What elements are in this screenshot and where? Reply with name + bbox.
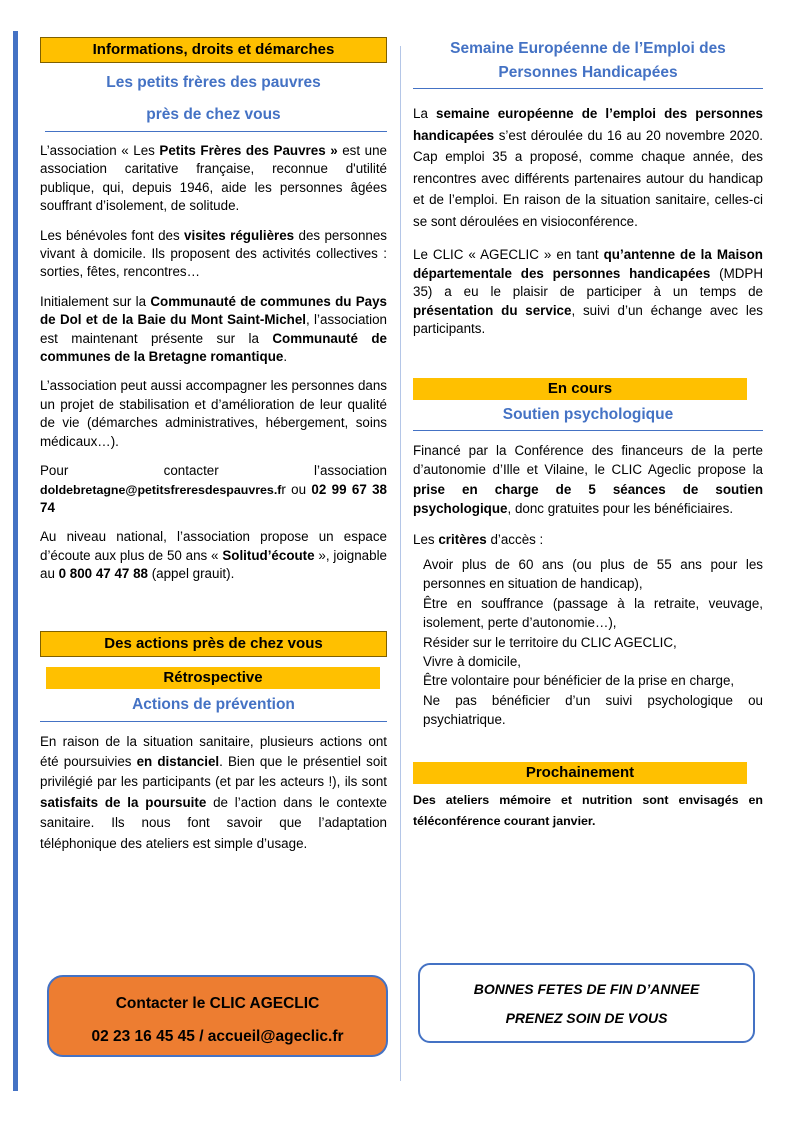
- solitudecoute-phone: 0 800 47 47 88: [58, 566, 148, 582]
- contact-title: Contacter le CLIC AGECLIC: [115, 995, 320, 1012]
- prochainement-text: Des ateliers mémoire et nutrition sont envisagés en téléconférence courant janvier.: [413, 792, 763, 828]
- seeph-paragraph: La semaine européenne de l’emploi des personnes handicapées s’est déroulée du 16 au 20 novembre 2020. Cap emploi 35 a proposé, comme chaque année, des rencontres avec différents partenaires autour du handicap et de l’emploi. En raison de la situation sanitaire, celles-ci se sont déroulées en visioconférence.: [413, 106, 763, 229]
- soutien-title: Soutien psychologique: [502, 405, 674, 423]
- seeph-title-line2: Personnes Handicapées: [498, 64, 678, 81]
- greeting-line1: BONNES FETES DE FIN D’ANNEE: [473, 981, 700, 997]
- pfp-email-link[interactable]: doldebretagne@petitsfreresdespauvres.f: [40, 482, 282, 497]
- section-rule: [413, 430, 763, 431]
- banner-informations: Informations, droits et démarches: [40, 37, 387, 63]
- section-rule: [413, 88, 763, 89]
- banner-prochainement: Prochainement: [413, 762, 747, 784]
- criteria-item: Être volontaire pour bénéficier de la prise en charge,: [423, 673, 735, 689]
- contact-clic-box: [47, 975, 388, 1057]
- right-column: [413, 37, 763, 832]
- pfp-paragraph-visits: Les bénévoles font des visites régulières des personnes vivant à domicile. Ils proposent des activités collectives : sorties, fêtes, rencontres…: [40, 227, 387, 280]
- pfp-phone: 02 99 67 38 74: [40, 481, 387, 515]
- criteria-intro: Les critères d’accès :: [413, 531, 544, 547]
- actions-prevention-title: Actions de prévention: [132, 695, 295, 713]
- left-accent-bar: [13, 31, 18, 1091]
- criteria-list: [423, 555, 763, 730]
- banner-en-cours: En cours: [413, 378, 747, 400]
- pfp-paragraph-intro: L’association « Les Petits Frères des Pauvres » est une association caritative française, reconnue d'utilité publique, qui, depuis 1946, aide les personnes âgées souffrant d’isolement, de solitude.: [40, 143, 387, 214]
- section-rule: [45, 131, 387, 132]
- column-divider: [400, 46, 401, 1081]
- actions-paragraph: En raison de la situation sanitaire, plusieurs actions ont été poursuivies en distanciel. Bien que le présentiel soit privilégié par les participants (et par les acteurs !), ils sont satisfaits de la poursuite de l’action dans le contexte sanitaire. Ils nous font savoir que l’adaptation téléphonique des ateliers est simple d’usage.: [40, 733, 388, 851]
- pfp-paragraph-national: Au niveau national, l’association propose un espace d’écoute aux plus de 50 ans « Solitud’écoute », joignable au 0 800 47 47 88 (appel grauit).: [40, 529, 388, 582]
- seeph-title-line1: Semaine Européenne de l’Emploi des: [450, 40, 726, 57]
- pfp-title-line1: Les petits frères des pauvres: [106, 74, 321, 91]
- criteria-item: Ne pas bénéficier d’un suivi psychologique ou psychiatrique.: [423, 692, 763, 728]
- pfp-paragraph-territory: Initialement sur la Communauté de communes du Pays de Dol et de la Baie du Mont Saint-Michel, l’association est maintenant présente sur la Communauté de communes de la Bretagne romantique.: [40, 293, 387, 365]
- banner-actions: Des actions près de chez vous: [40, 631, 387, 657]
- section-rule: [40, 721, 387, 722]
- pfp-paragraph-contact: Pour contacter l’association doldebretagne@petitsfreresdespauvres.fr ou 02 99 67 38 74: [40, 463, 387, 515]
- contact-phone-email[interactable]: 02 23 16 45 45 / accueil@ageclic.fr: [91, 1028, 344, 1045]
- mdph-paragraph: Le CLIC « AGECLIC » en tant qu’antenne de la Maison départementale des personnes handicapées (MDPH 35) a eu le plaisir de participer à un temps de présentation du service, suivi d’un échange avec les participants.: [413, 247, 764, 337]
- greeting-line2: PRENEZ SOIN DE VOUS: [505, 1010, 668, 1026]
- soutien-paragraph: Financé par la Conférence des financeurs de la perte d’autonomie d’Ille et Vilaine, le CLIC Ageclic propose la prise en charge de 5 séances de soutien psychologique, donc gratuites pour les bénéficiaires.: [413, 442, 763, 517]
- greeting-box: [418, 963, 755, 1043]
- pfp-title-line2: près de chez vous: [146, 106, 281, 123]
- criteria-item: Vivre à domicile,: [423, 654, 521, 670]
- left-column: [40, 37, 387, 865]
- pfp-paragraph-support: L’association peut aussi accompagner les personnes dans un projet de stabilisation et d’amélioration de leur qualité de vie (démarches administratives, hébergement, soins médicaux…).: [40, 378, 387, 449]
- banner-retrospective: Rétrospective: [46, 667, 380, 689]
- criteria-item: Avoir plus de 60 ans (ou plus de 55 ans pour les personnes en situation de handicap),: [423, 557, 763, 592]
- criteria-item: Résider sur le territoire du CLIC AGECLIC,: [423, 634, 677, 650]
- criteria-item: Être en souffrance (passage à la retraite, veuvage, isolement, perte d’autonomie…),: [423, 595, 763, 631]
